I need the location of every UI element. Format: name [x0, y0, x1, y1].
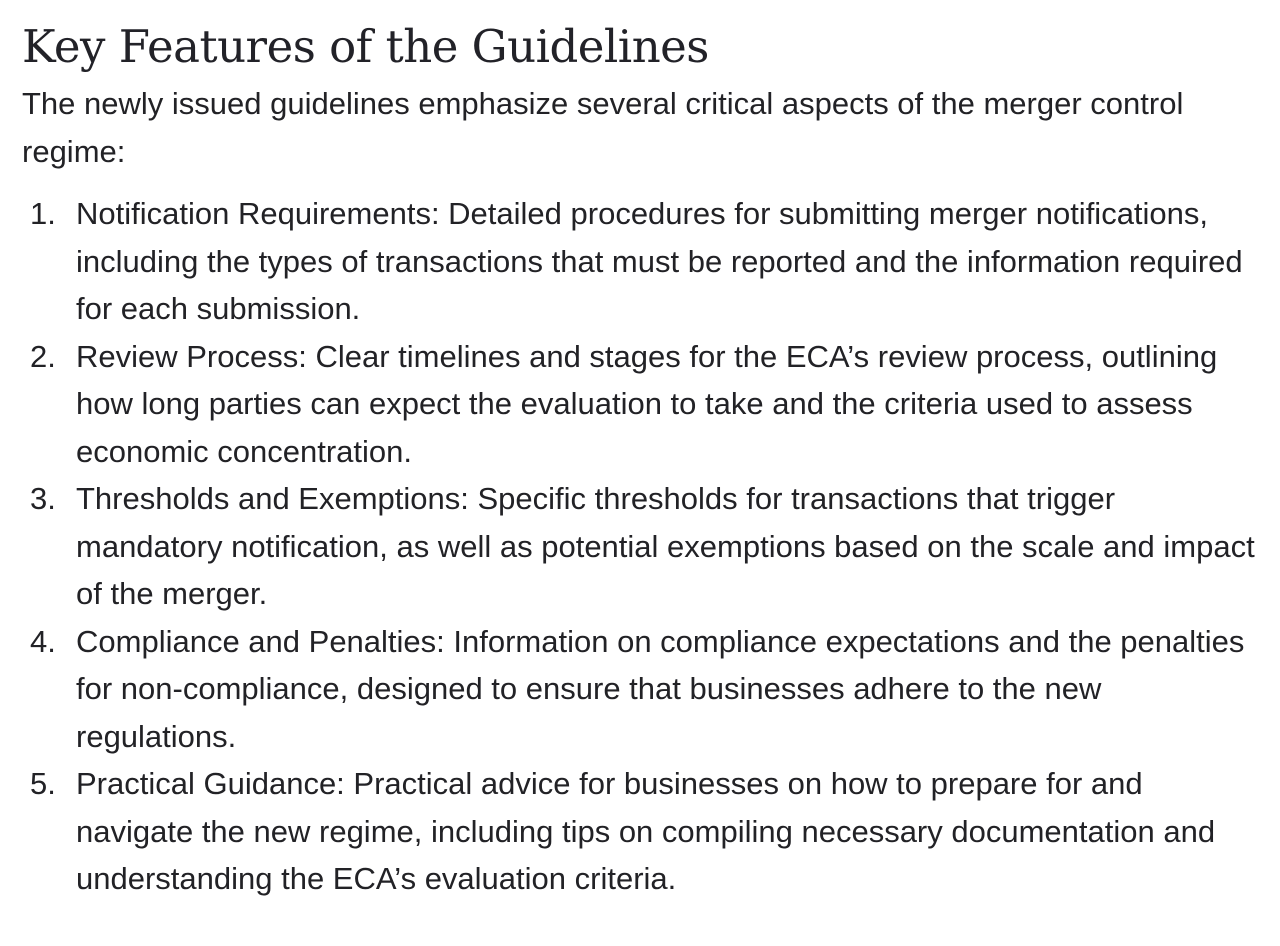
- intro-paragraph: The newly issued guidelines emphasize several critical aspects of the merger control regime:: [22, 86, 1184, 169]
- list-item-number: 3.: [30, 481, 56, 516]
- list-item: [22, 333, 1260, 476]
- list-item-number: 1.: [30, 196, 56, 231]
- list-item-number: 4.: [30, 623, 56, 659]
- list-item-text: Thresholds and Exemptions: Specific thresholds for transactions that trigger mandatory notification, as well as potential exemptions based on the scale and impact of the merger.: [76, 481, 1255, 611]
- list-item-text: Practical Guidance: Practical advice for businesses on how to prepare for and navigate the new regime, including tips on compiling necessary documentation and understanding the ECA’s evaluation criteria.: [76, 766, 1216, 896]
- list-item-text: Review Process: Clear timelines and stages for the ECA’s review process, outlining how long parties can expect the evaluation to take and the criteria used to assess economic concentration.: [76, 338, 1218, 469]
- list-item: [22, 760, 1260, 903]
- list-item: [22, 475, 1260, 618]
- features-list: [22, 190, 1260, 903]
- list-item-number: 5.: [30, 766, 56, 801]
- list-item-number: 2.: [30, 338, 56, 374]
- list-item-text: Notification Requirements: Detailed procedures for submitting merger notifications, including the types of transactions that must be reported and the information required for each submission.: [76, 196, 1243, 326]
- section-heading: Key Features of the Guidelines: [22, 20, 709, 73]
- list-item: [22, 190, 1260, 333]
- list-item: [22, 618, 1260, 761]
- list-item-text: Compliance and Penalties: Information on compliance expectations and the penalties for non-compliance, designed to ensure that businesses adhere to the new regulations.: [76, 623, 1245, 754]
